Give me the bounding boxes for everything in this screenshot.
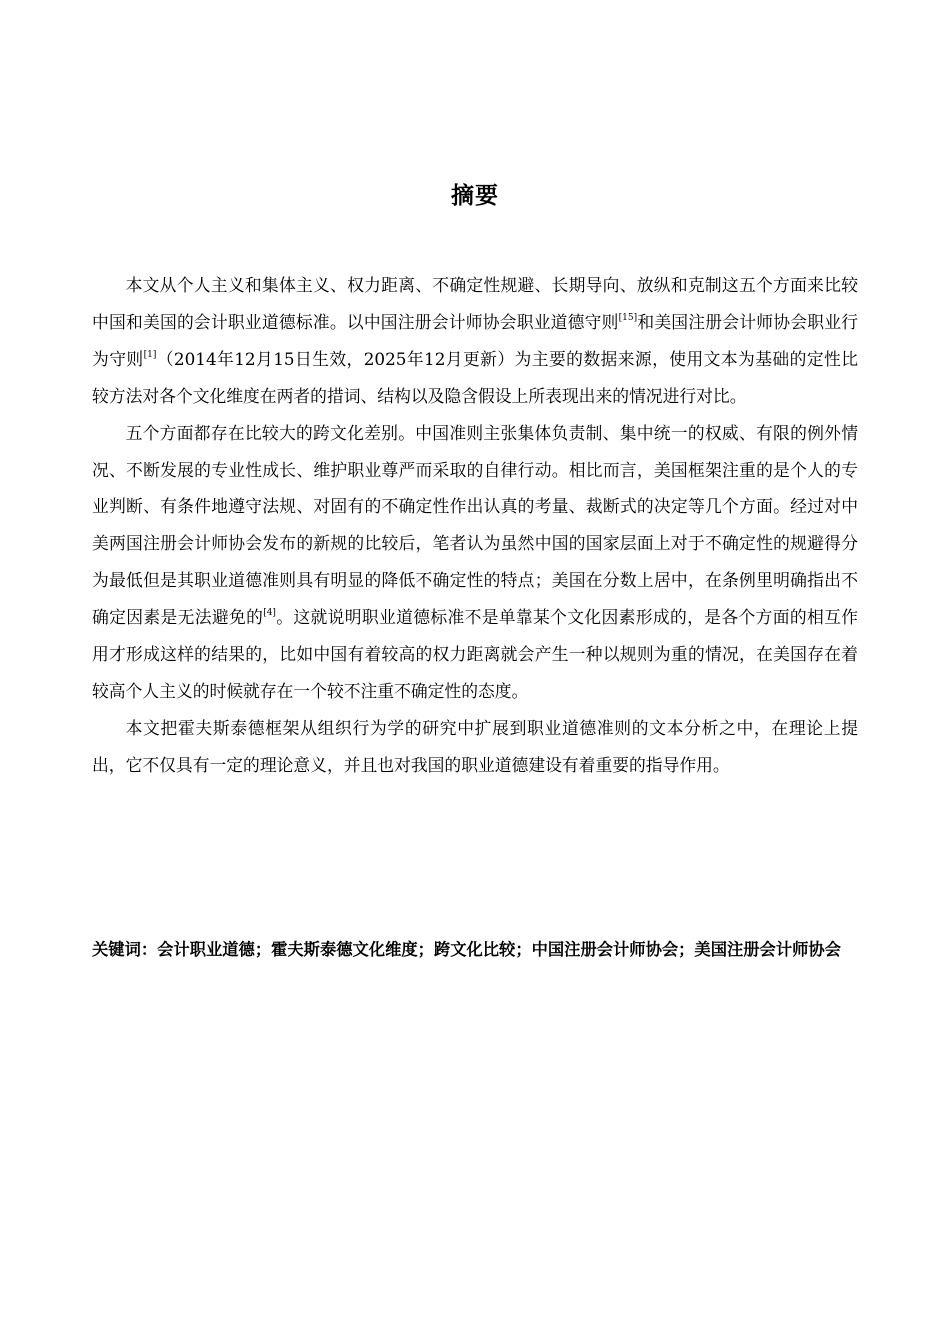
text-run: 和美国注册会计师协会职业行为守则: [92, 311, 858, 369]
text-run: 本文从个人主义和集体主义、权力距离、不确定性规避、长期导向、放纵和克制这五个方面来比较中国和美国的会计职业道德标准。以中国注册会计师协会职业道德守则: [92, 275, 858, 332]
abstract-title: 摘要: [451, 183, 499, 209]
text-run: （2014年12月15日生效，2025年12月更新）为主要的数据来源，使用文本为基础的定性比较方法对各个文化维度在两者的措词、结构以及隐含假设上所表现出来的情况进行对比。: [92, 348, 858, 406]
citation-ref: [1]: [143, 349, 157, 360]
text-run: 。这就说明职业道德标准不是单靠某个文化因素形成的，是各个方面的相互作用才形成这样的结果的，比如中国有着较高的权力距离就会产生一种以规则为重的情况，在美国存在着较高个人主义的时候就存在一个较不注重不确定性的态度。: [92, 607, 858, 701]
keywords-list: 会计职业道德；霍夫斯泰德文化维度；跨文化比较；中国注册会计师协会；美国注册会计师协会: [157, 940, 841, 959]
abstract-body: [92, 267, 858, 784]
text-run: 五个方面都存在比较大的跨文化差别。中国准则主张集体负责制、集中统一的权威、有限的例外情况、不断发展的专业性成长、维护职业尊严而采取的自律行动。相比而言，美国框架注重的是个人的专业判断、有条件地遵守法规、对固有的不确定性作出认真的考量、裁断式的决定等几个方面。经过对中美两国注册会计师协会发布的新规的比较后，笔者认为虽然中国的国家层面上对于不确定性的规避得分为最低但是其职业道德准则具有明显的降低不确定性的特点；美国在分数上居中，在条例里明确指出不确定因素是无法避免的: [92, 422, 858, 628]
citation-ref: [15]: [618, 312, 638, 323]
abstract-paragraph-1: [92, 267, 858, 415]
abstract-paragraph-2: [92, 415, 858, 710]
text-run: 本文把霍夫斯泰德框架从组织行为学的研究中扩展到职业道德准则的文本分析之中，在理论上提出，它不仅具有一定的理论意义，并且也对我国的职业道德建设有着重要的指导作用。: [92, 717, 858, 775]
keywords-label: 关键词：: [92, 940, 158, 959]
keywords-line: [92, 931, 858, 968]
citation-ref: [4]: [263, 608, 276, 619]
abstract-paragraph-3: [92, 710, 858, 784]
